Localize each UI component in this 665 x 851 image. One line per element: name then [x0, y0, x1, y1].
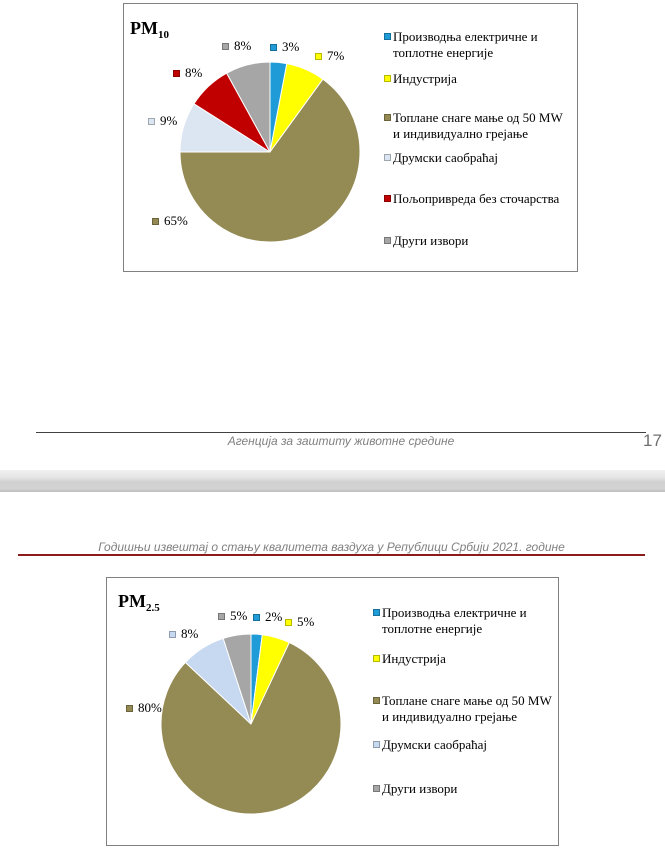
legend-item — [384, 110, 563, 142]
legend-label: Друмски саобраћај — [393, 150, 499, 165]
legend-item — [384, 191, 559, 207]
legend-label: Индустрија — [393, 71, 457, 86]
data-label-key — [169, 631, 176, 638]
legend-key — [373, 785, 380, 792]
pie-data-label-3 — [126, 700, 162, 716]
legend-item — [373, 651, 446, 667]
data-label-key — [218, 613, 225, 620]
legend-item — [373, 737, 487, 753]
legend-item — [373, 605, 527, 637]
legend-key — [384, 33, 391, 40]
data-label-key — [270, 44, 277, 51]
pm10-chart — [123, 3, 578, 272]
legend-key — [384, 237, 391, 244]
pm25-chart — [106, 577, 559, 846]
legend-key — [373, 609, 380, 616]
data-label-text: 8% — [185, 65, 203, 80]
document-page — [0, 492, 665, 851]
chart-title-main: PM — [118, 591, 146, 611]
legend-label: Друмски саобраћај — [382, 737, 488, 752]
legend-item — [373, 781, 457, 797]
header-report-title: Годишњи извештај о стању квалитета ваздуха у Републици Србији 2021. године — [98, 540, 565, 554]
legend-key — [373, 741, 380, 748]
data-label-text: 8% — [181, 626, 199, 641]
data-label-text: 7% — [327, 48, 345, 63]
legend-label: Индустрија — [382, 651, 446, 666]
header-divider — [18, 554, 645, 556]
data-label-key — [285, 619, 292, 626]
footer-divider — [36, 432, 646, 433]
legend-item — [384, 150, 498, 166]
legend-key — [384, 154, 391, 161]
data-label-key — [315, 53, 322, 60]
pie-data-label-5 — [218, 608, 247, 624]
pie-data-label-4 — [169, 626, 198, 642]
page-separator — [0, 470, 665, 492]
data-label-text: 2% — [265, 609, 283, 624]
pie-data-label-6 — [222, 38, 251, 54]
legend-label: Топлане снаге мање од 50 MW и индивидуално грејање — [393, 110, 563, 141]
chart-title — [130, 18, 169, 41]
data-label-key — [126, 705, 133, 712]
legend-key — [384, 75, 391, 82]
legend-key — [373, 655, 380, 662]
legend-label: Други извори — [382, 781, 458, 796]
data-label-key — [152, 218, 159, 225]
data-label-key — [253, 614, 260, 621]
pie-data-label-1 — [270, 39, 299, 55]
chart-title — [118, 591, 160, 614]
chart-title-subscript: 10 — [157, 29, 169, 41]
pie-data-label-2 — [285, 614, 314, 630]
legend-label: Пољопривреда без сточарства — [393, 191, 560, 206]
data-label-key — [173, 70, 180, 77]
data-label-text: 5% — [230, 608, 248, 623]
pie-data-label-5 — [173, 65, 202, 81]
legend-key — [384, 195, 391, 202]
data-label-key — [148, 118, 155, 125]
legend-item — [384, 71, 457, 87]
legend-item — [384, 29, 538, 61]
legend-label: Производња електричне и топлотне енергије — [393, 29, 538, 60]
footer-agency-text: Агенција за заштиту животне средине — [227, 434, 455, 448]
legend-label: Топлане снаге мање од 50 MW и индивидуално грејање — [382, 693, 552, 724]
data-label-text: 9% — [160, 113, 178, 128]
legend-label: Производња електричне и топлотне енергије — [382, 605, 527, 636]
pie-data-label-2 — [315, 48, 344, 64]
data-label-text: 8% — [234, 38, 252, 53]
pie-data-label-1 — [253, 609, 282, 625]
data-label-text: 80% — [138, 700, 162, 715]
page-number: 17 — [643, 431, 662, 450]
chart-title-main: PM — [130, 18, 158, 38]
data-label-key — [222, 43, 229, 50]
data-label-text: 3% — [282, 39, 300, 54]
chart-title-subscript: 2.5 — [145, 602, 160, 614]
pie-data-label-4 — [148, 113, 177, 129]
legend-item — [384, 233, 468, 249]
data-label-text: 65% — [164, 213, 188, 228]
legend-key — [384, 114, 391, 121]
data-label-text: 5% — [297, 614, 315, 629]
legend-label: Други извори — [393, 233, 469, 248]
legend-key — [373, 697, 380, 704]
legend-item — [373, 693, 552, 725]
pie-data-label-3 — [152, 213, 188, 229]
